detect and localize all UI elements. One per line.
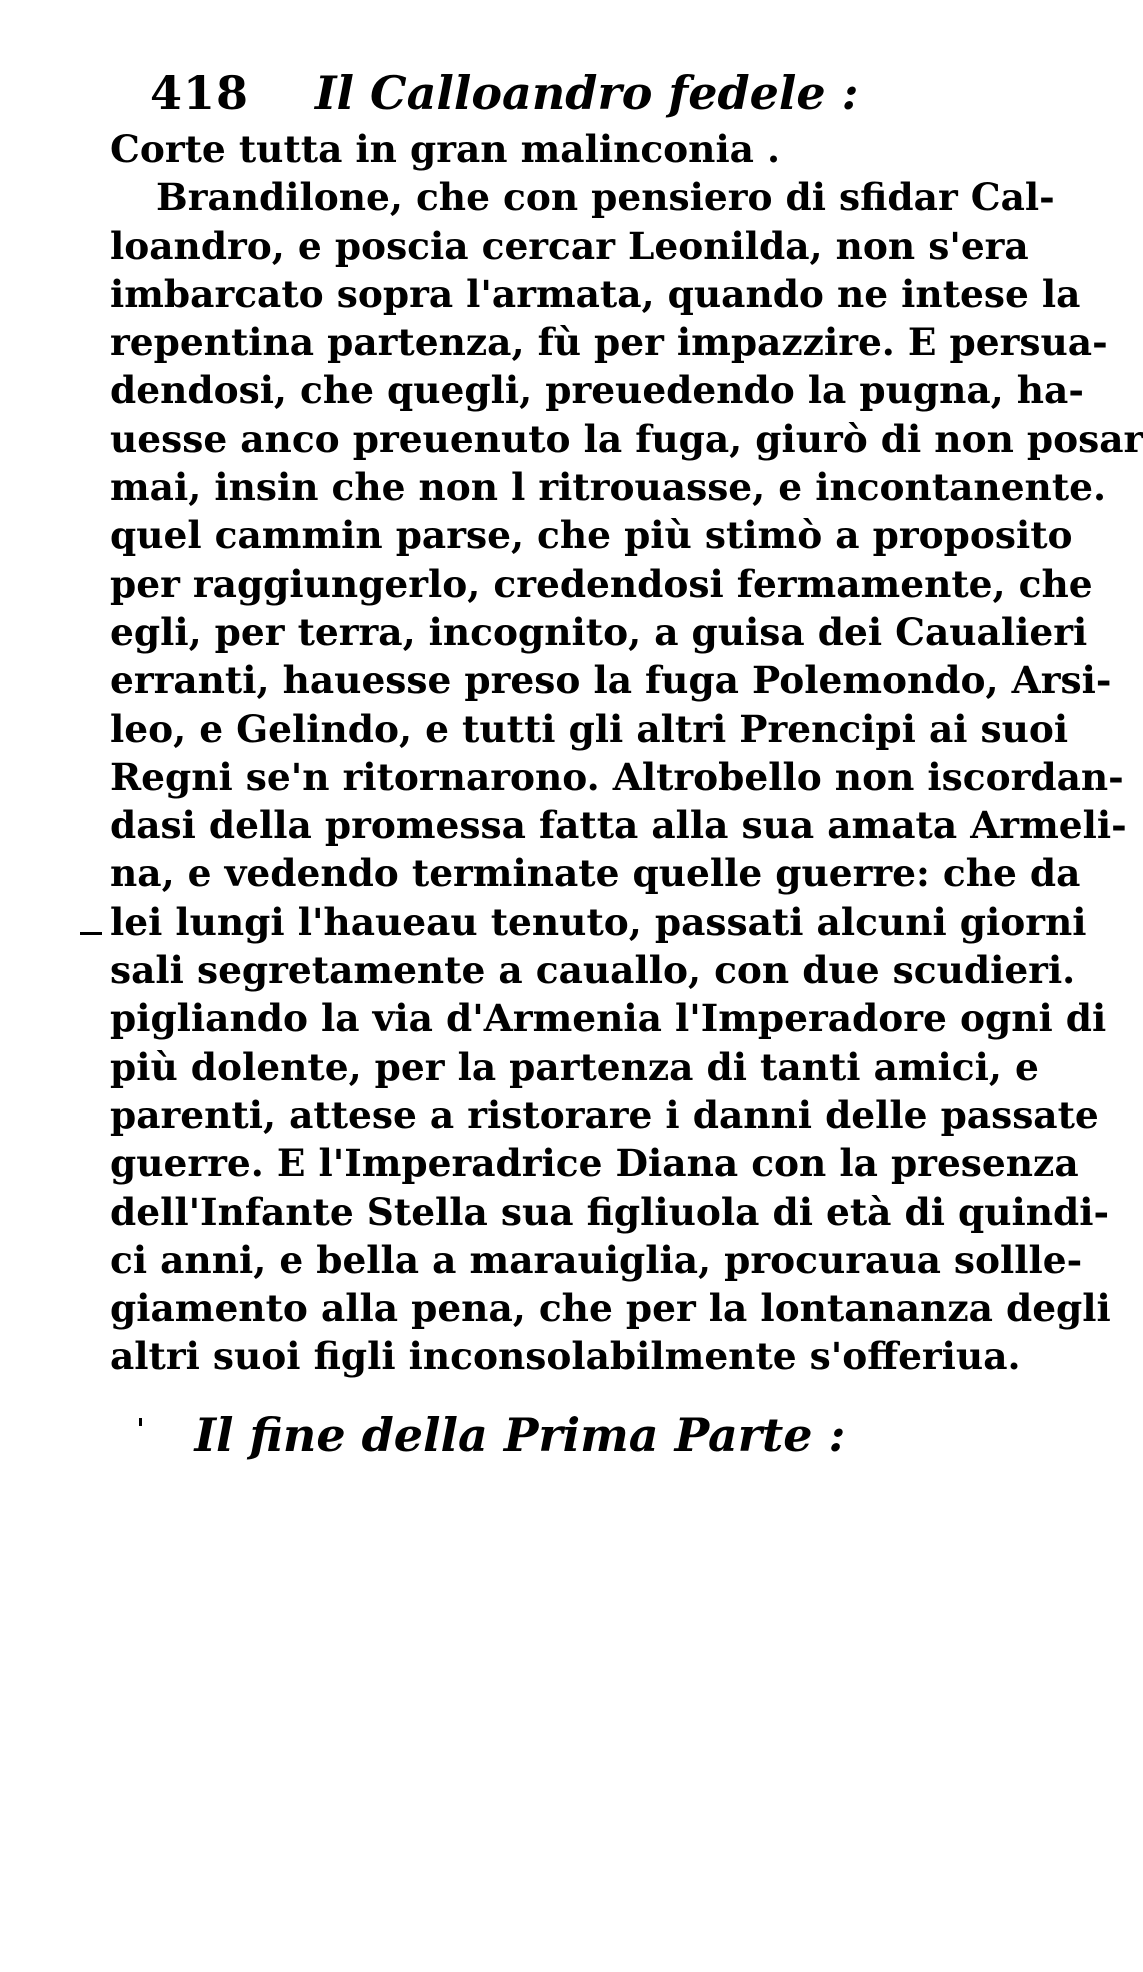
text-line: quel cammin parse, che più stimò a proposito [110,513,1073,558]
text-line: sali segretamente a cauallo, con due scudieri. [110,948,1076,993]
text-line: guerre. E l'Imperadrice Diana con la presenza [110,1141,1079,1186]
text-line: lei lungi l'haueau tenuto, passati alcuni giorni [110,899,1087,944]
text-line: giamento alla pena, che per la lontananza degli [110,1286,1111,1331]
text-line: dell'Infante Stella sua figliuola di età di quindi- [110,1189,1110,1234]
body-text [110,125,1143,1381]
margin-mark [80,932,102,935]
text-line: dendosi, che quegli, preuedendo la pugna, ha- [110,368,1084,413]
text-line: leo, e Gelindo, e tutti gli altri Prencipi ai suoi [110,706,1069,751]
text-line: loandro, e poscia cercar Leonilda, non s'era [110,223,1029,268]
text-line: na, e vedendo terminate quelle guerre: che da [110,851,1081,896]
text-line: più dolente, per la partenza di tanti amici, e [110,1044,1039,1089]
text-line: egli, per terra, incognito, a guisa dei Caualieri [110,609,1088,654]
text-line: imbarcato sopra l'armata, quando ne intese la [110,271,1081,316]
running-title: Il Calloandro fedele : [315,66,859,120]
text-line: per raggiungerlo, credendosi fermamente, che [110,561,1093,606]
text-line: ci anni, e bella a marauiglia, procuraua sollle- [110,1237,1083,1282]
text-line: uesse anco preuenuto la fuga, giurò di non posar [110,416,1143,461]
text-line: parenti, attese a ristorare i danni delle passate [110,1092,1099,1137]
text-line: Brandilone, che con pensiero di sfidar Cal- [156,175,1055,220]
page-number: 418 [150,66,250,120]
text-line: pigliando la via d'Armenia l'Imperadore ogni di [110,996,1107,1041]
text-line: Regni se'n ritornarono. Altrobello non iscordan- [110,754,1124,799]
text-line: Corte tutta in gran malinconia . [110,127,781,171]
text-line: dasi della promessa fatta alla sua amata Armeli- [110,803,1127,848]
end-of-part-note: Il fine della Prima Parte : [194,1408,846,1462]
page-header [150,58,859,128]
text-line: mai, insin che non l ritrouasse, e incontanente. [110,465,1107,510]
text-line: repentina partenza, fù per impazzire. E persua- [110,320,1108,365]
text-line: altri suoi figli inconsolabilmente s'offeriua. [110,1334,1021,1379]
text-line: erranti, hauesse preso la fuga Polemondo, Arsi- [110,658,1112,703]
